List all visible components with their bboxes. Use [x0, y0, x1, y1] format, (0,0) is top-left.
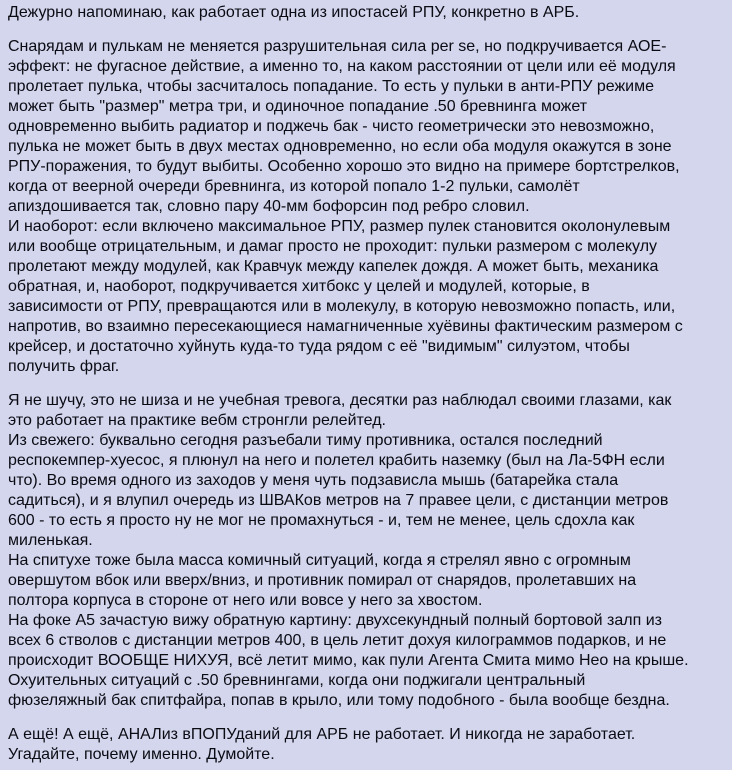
- text-line: Охуительных ситуаций с .50 бревнингами, когда они поджигали центральный: [8, 672, 586, 689]
- text-line: одновременно выбить радиатор и поджечь бак - чисто геометрически это невозможно,: [8, 118, 655, 135]
- text-line: что). Во время одного из заходов у меня чуть подзависла мышь (батарейка стала: [8, 472, 619, 489]
- text-line: 600 - то есть я просто ну не мог не промахнуться - и, тем не менее, цель сдохла как: [8, 512, 635, 529]
- text-line: На фоке А5 зачастую вижу обратную картину: двухсекундный полный бортовой залп из: [8, 612, 662, 629]
- text-line: Снарядам и пулькам не меняется разрушительная сила per se, но подкручивается АОЕ-: [8, 38, 667, 55]
- text-line: Угадайте, почему именно. Думойте.: [8, 746, 275, 763]
- paragraph-block: [8, 391, 726, 711]
- text-line: напротив, во взаимно пересекающиеся намагниченные хуёвины фактическим размером с: [8, 318, 683, 335]
- text-line: Я не шучу, это не шиза и не учебная тревога, десятки раз наблюдал своими глазами, как: [8, 392, 672, 409]
- text-line: пулька не может быть в двух местах одновременно, но если оба модуля окажутся в зоне: [8, 138, 672, 155]
- text-line: На спитухе тоже была масса комичный ситуаций, когда я стрелял явно с огромным: [8, 552, 631, 569]
- text-line: фюзеляжный бак спитфайра, попав в крыло, или тому подобного - была вообще бездна.: [8, 692, 670, 709]
- text-line: пролетает пулька, чтобы засчиталось попадание. То есть у пульки в анти-РПУ режиме: [8, 78, 655, 95]
- text-line: крейсер, и достаточно хуйнуть куда-то туда рядом с её "видимым" силуэтом, чтобы: [8, 338, 630, 355]
- text-line: респокемпер-хуесос, я плюнул на него и полетел крабить наземку (был на Ла-5ФН если: [8, 452, 665, 469]
- text-line: Из свежего: буквально сегодня разъебали тиму противника, остался последний: [8, 432, 603, 449]
- paragraph-block: [8, 725, 726, 765]
- text-line: садиться), и я влупил очередь из ШВАКов метров на 7 правее цели, с дистанции метров: [8, 492, 669, 509]
- text-line: миленькая.: [8, 532, 93, 549]
- text-line: это работает на практике вебм стронгли релейтед.: [8, 412, 386, 429]
- text-line: И наоборот: если включено максимальное РПУ, размер пулек становится околонулевым: [8, 218, 671, 235]
- text-line: Дежурно напоминаю, как работает одна из ипостасей РПУ, конкретно в АРБ.: [8, 4, 580, 21]
- text-line: может быть "размер" метра три, и одиночное попадание .50 бревнинга может: [8, 98, 588, 115]
- text-line: обратная, и, наоборот, подкручивается хитбокс у целей и модулей, которые, в: [8, 278, 590, 295]
- paragraph-block: [8, 37, 726, 377]
- text-line: полтора корпуса в стороне от него или вовсе у него за хвостом.: [8, 592, 483, 609]
- text-line: или вообще отрицательным, и дамаг просто не проходит: пульки размером с молекулу: [8, 238, 658, 255]
- text-line: когда от веерной очереди бревнинга, из которой попало 1-2 пульки, самолёт: [8, 178, 580, 195]
- text-line: пролетают между модулей, как Кравчук между капелек дождя. А может быть, механика: [8, 258, 659, 275]
- text-line: получить фраг.: [8, 358, 120, 375]
- text-line: происходит ВООБЩЕ НИХУЯ, всё летит мимо, как пули Агента Смита мимо Нео на крыше.: [8, 652, 689, 669]
- text-line: эффект: не фугасное действие, а именно то, на каком расстоянии от цели или её модуля: [8, 58, 676, 75]
- text-line: всех 6 стволов с дистанции метров 400, в цель летит дохуя килограммов подарков, и не: [8, 632, 667, 649]
- text-line: РПУ-поражения, то будут выбиты. Особенно хорошо это видно на примере бортстрелков,: [8, 158, 680, 175]
- text-line: овершутом вбок или вверх/вниз, и противник помирал от снарядов, пролетавших на: [8, 572, 637, 589]
- paragraph-block: [8, 3, 726, 23]
- text-line: апиздошивается так, словно пару 40-мм бофорсин под ребро словил.: [8, 198, 530, 215]
- text-line: зависимости от РПУ, превращаются или в молекулу, в которую невозможно попасть, или,: [8, 298, 676, 315]
- text-line: А ещё! А ещё, АНАЛиз вПОПУданий для АРБ не работает. И никогда не заработает.: [8, 726, 636, 743]
